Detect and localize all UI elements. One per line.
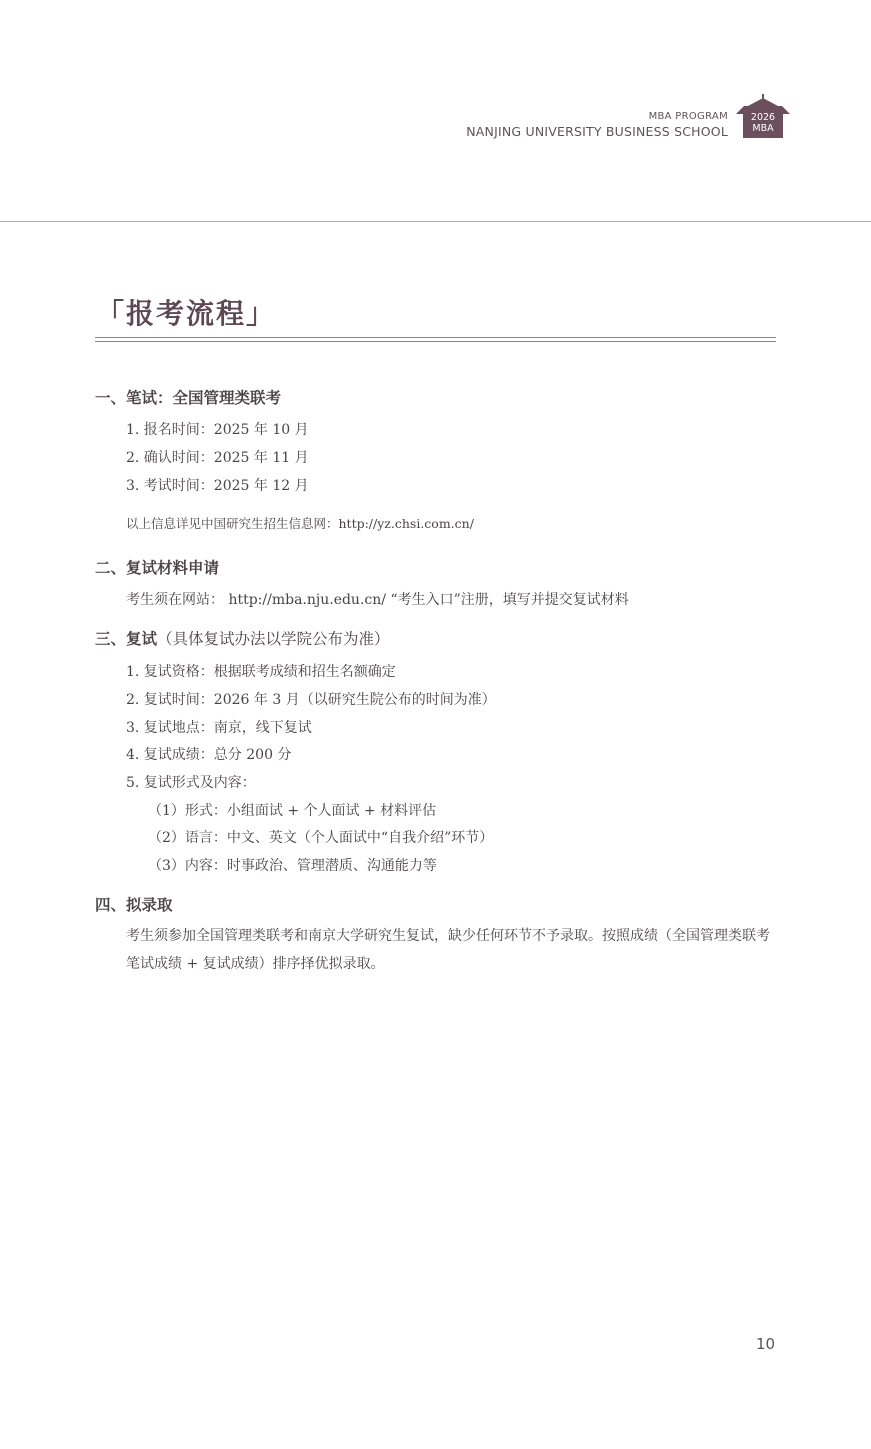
logo-label: MBA bbox=[752, 123, 774, 134]
section-admission-heading: 四、拟录取 bbox=[95, 895, 173, 914]
written-item-1: 1. 报名时间：2025 年 10 月 bbox=[126, 422, 309, 438]
written-item-3: 3. 考试时间：2025 年 12 月 bbox=[126, 478, 309, 494]
school-name: NANJING UNIVERSITY BUSINESS SCHOOL bbox=[466, 124, 728, 139]
logo-year: 2026 bbox=[750, 112, 776, 123]
interview-subitem-3: （3）内容：时事政治、管理潜质、沟通能力等 bbox=[148, 858, 437, 874]
page-header bbox=[0, 0, 871, 222]
page-number: 10 bbox=[756, 1335, 776, 1353]
written-item-2: 2. 确认时间：2025 年 11 月 bbox=[126, 450, 309, 466]
interview-item-4: 4. 复试成绩：总分 200 分 bbox=[126, 747, 292, 763]
title-rule-top bbox=[95, 337, 776, 338]
page-title: 「报考流程」 bbox=[96, 297, 277, 330]
written-note: 以上信息详见中国研究生招生信息网：http://yz.chsi.com.cn/ bbox=[126, 516, 474, 531]
admission-text: 考生须参加全国管理类联考和南京大学研究生复试，缺少任何环节不予录取。按照成绩（全国管理类联考笔试成绩 + 复试成绩）排序择优拟录取。 bbox=[126, 928, 770, 972]
section-written-heading: 一、笔试：全国管理类联考 bbox=[95, 388, 282, 407]
header-divider bbox=[0, 221, 871, 222]
interview-heading-main: 三、复试 bbox=[95, 629, 158, 648]
interview-subitem-1: （1）形式：小组面试 + 个人面试 + 材料评估 bbox=[148, 803, 437, 819]
section-interview-heading bbox=[95, 627, 390, 649]
interview-item-3: 3. 复试地点：南京，线下复试 bbox=[126, 720, 312, 736]
title-rule-bottom bbox=[95, 341, 776, 342]
interview-item-1: 1. 复试资格：根据联考成绩和招生名额确定 bbox=[126, 664, 396, 680]
interview-heading-sub: （具体复试办法以学院公布为准） bbox=[157, 630, 390, 648]
interview-item-2: 2. 复试时间：2026 年 3 月（以研究生院公布的时间为准） bbox=[126, 692, 496, 708]
interview-item-5: 5. 复试形式及内容： bbox=[126, 775, 256, 791]
program-label: MBA PROGRAM bbox=[648, 111, 728, 122]
materials-text: 考生须在网站： http://mba.nju.edu.cn/ “考生入口”注册，填写并提交复试材料 bbox=[126, 592, 629, 608]
interview-subitem-2: （2）语言：中文、英文（个人面试中“自我介绍”环节） bbox=[148, 830, 494, 846]
section-materials-heading: 二、复试材料申请 bbox=[95, 558, 220, 577]
